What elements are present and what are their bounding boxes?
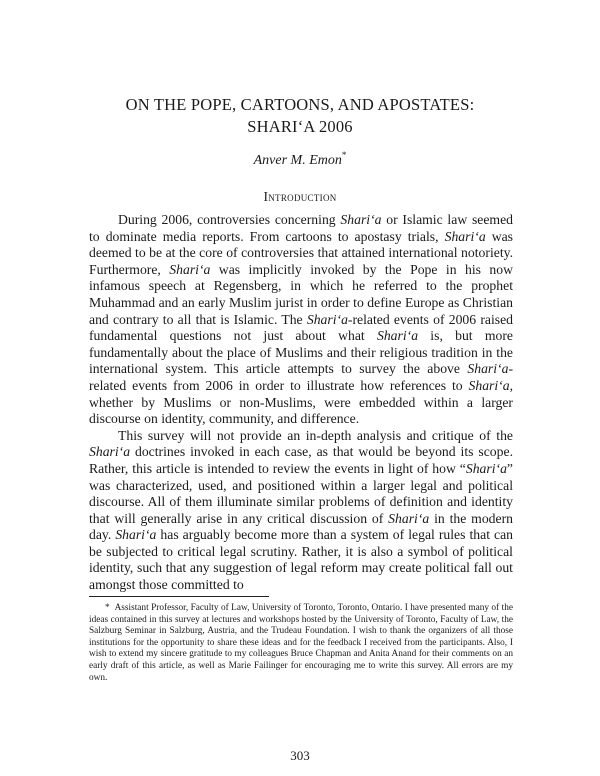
text-run: During 2006, controversies concerning bbox=[118, 212, 341, 227]
text-run: doctrines invoked in each case, as that would be beyond its scope. Rather, this article is intended to review the events in light of how “ bbox=[89, 444, 513, 476]
italic-term: Shari‘a bbox=[465, 460, 507, 476]
footnote bbox=[89, 603, 513, 684]
italic-term: Shari‘a bbox=[444, 228, 486, 244]
italic-term: Shari‘a bbox=[340, 212, 382, 227]
page-number: 303 bbox=[290, 748, 310, 763]
text-run: or Islamic law seemed to dominate media reports. From cartoons to apostasy trials, bbox=[89, 212, 514, 244]
italic-term: Shari‘a bbox=[306, 311, 348, 327]
author-byline bbox=[0, 150, 600, 169]
italic-term: Shari‘a bbox=[115, 527, 157, 543]
italic-term: Shari‘a bbox=[467, 361, 509, 377]
footnote-paragraph bbox=[89, 603, 513, 684]
text-run: was implicitly invoked by the Pope in his now infamous speech at Regensberg, in which he referred to the prophet Muhammad and an early Muslim jurist in order to define Europe as Christian and contrary to all that is Islamic. The bbox=[89, 261, 513, 327]
footnote-text: Assistant Professor, Faculty of Law, University of Toronto, Toronto, Ontario. I have presented many of the ideas contained in this survey at lectures and workshops hosted by the University of Toronto, Faculty of Law, the Salzburg Seminar in Salzburg, Austria, and the Trudeau Foundation. I wish to thank the organizers of all those institutions for the opportunity to share these ideas and for the feedback I received from the participants. Also, I wish to extend my sincere gratitude to my colleagues Bruce Chapman and Anita Anand for their comments on an early draft of this article, as well as Marie Failinger for encouraging me to write this survey. All errors are my own. bbox=[89, 603, 513, 683]
text-run: , whether by Muslims or non-Muslims, were embedded within a larger discourse on identity, community, and difference. bbox=[89, 377, 513, 427]
text-run: -related events from 2006 in order to illustrate how references to bbox=[89, 361, 513, 393]
section-heading: Introduction bbox=[263, 189, 337, 204]
article-title bbox=[0, 94, 600, 138]
author-name: Anver M. Emon bbox=[253, 153, 342, 168]
text-run: is, but more fundamentally about the place of Muslims and their religious tradition in the international system. This article attempts to survey the above bbox=[89, 328, 513, 377]
author-footnote-marker: * bbox=[341, 150, 347, 160]
text-run: in the modern day. bbox=[89, 510, 513, 543]
paragraph-1 bbox=[89, 212, 513, 428]
text-run: -related events of 2006 raised fundamental questions not just about what bbox=[89, 311, 513, 344]
text-run: has arguably become more than a system of legal rules that can be subjected to critical legal scrutiny. Rather, it is also a symbol of political identity, such that any suggestion of legal reform may create political fall out amongst those committed to bbox=[89, 527, 514, 593]
article-title-line-2: SHARI‘A 2006 bbox=[247, 117, 353, 136]
text-run: ” was characterized, used, and positioned within a larger legal and political discourse. All of them illuminate similar problems of definition and identity that will generally arise in any critical discussion of bbox=[89, 460, 513, 526]
body-text bbox=[89, 212, 513, 594]
italic-term: Shari‘a bbox=[468, 377, 510, 393]
italic-term: Shari‘a bbox=[169, 261, 211, 277]
article-title-line-1: ON THE POPE, CARTOONS, AND APOSTATES: bbox=[125, 95, 475, 114]
italic-term: Shari‘a bbox=[376, 328, 419, 344]
text-run: This survey will not provide an in-depth analysis and critique of the bbox=[118, 427, 513, 443]
text-run: was deemed to be at the core of controversies that attained international notoriety. Furthermore, bbox=[89, 228, 514, 277]
footnote-divider bbox=[89, 596, 269, 597]
italic-term: Shari‘a bbox=[388, 510, 430, 526]
paragraph-2 bbox=[89, 428, 513, 594]
italic-term: Shari‘a bbox=[89, 444, 131, 460]
footnote-marker: * bbox=[105, 603, 110, 613]
